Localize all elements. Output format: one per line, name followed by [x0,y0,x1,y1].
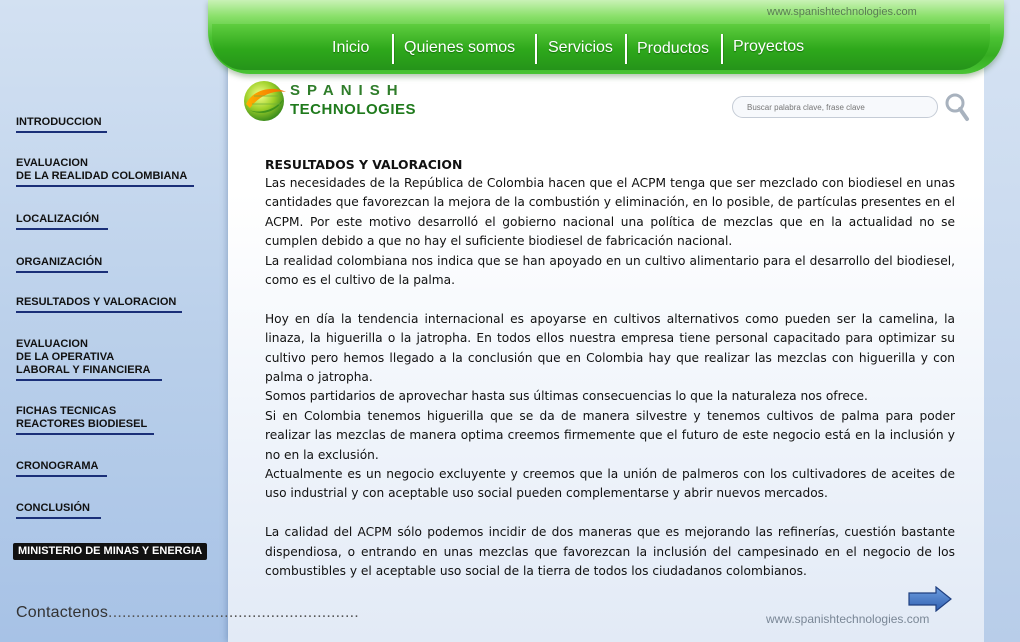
sidebar-item-resultados[interactable] [16,296,182,313]
sidebar-item-cronograma[interactable] [16,460,107,477]
paragraph-gap [265,290,955,309]
next-arrow-icon[interactable] [908,586,952,612]
underline [16,311,182,313]
underline [16,517,101,519]
menu-separator [535,34,537,64]
article-paragraph: Hoy en día la tendencia internacional es apoyarse en cultivos alternativos como pueden ser la camelina, la linaza, la higuerilla o la jatropha. En todos ellos nuestra empresa tiene personal capacitado para optimizar su cultivo pero hemos llegado a la conclusión que en Colombia hay que realizar las mezclas con higuerilla y con palma o jatropha. [265,311,955,385]
sidebar-item-label: CRONOGRAMA [16,460,99,472]
sidebar-item-evaluacion-realidad[interactable] [16,157,194,187]
underline [16,185,194,187]
underline [16,271,108,273]
sidebar-item-localizacion[interactable] [16,213,108,230]
sidebar-item-label: ORGANIZACIÓN [16,256,103,268]
sidebar-item-conclusion[interactable] [16,502,101,519]
logo-text-spanish: SPANISH [290,82,405,99]
underline [16,475,107,477]
logo-text-technologies: TECHNOLOGIES [290,101,417,118]
sidebar-item-label: FICHAS TECNICAS REACTORES BIODIESEL [16,405,148,430]
sidebar-item-label: LOCALIZACIÓN [16,213,100,225]
underline [16,433,154,435]
search-icon[interactable] [944,92,970,122]
menu-proyectos[interactable]: Proyectos [733,38,805,55]
sidebar-item-label: CONCLUSIÓN [16,502,90,514]
footer-site-url: www.spanishtechnologies.com [766,612,930,626]
menu-quienes-somos[interactable]: Quienes somos [404,39,516,56]
menu-separator [392,34,394,64]
article-paragraph: Las necesidades de la República de Colombia hacen que el ACPM tenga que ser mezclado con biodiesel en unas cantidades que favorezcan la mejora de la combustión y eliminación, en lo posible, de partículas presentes en el ACPM. Por este motivo desarrolló el gobierno nacional una política de mezclas que en la actualidad no se cumplen debido a que no hay el suficiente biodiesel de fabricación nacional. [265,176,955,249]
menu-servicios[interactable]: Servicios [548,39,613,56]
article-paragraph: Actualmente es un negocio excluyente y creemos que la unión de palmeros con los cultivadores de aceites de uso industrial y con aceptable uso social pueden complementarse y abrir nuevos mercados. [265,467,955,501]
sidebar-item-ministerio[interactable] [13,543,207,560]
sidebar-item-introduccion[interactable] [16,116,107,133]
menu-inicio[interactable]: Inicio [332,39,370,56]
sidebar-item-label: RESULTADOS Y VALORACION [16,296,177,308]
header-site-url: www.spanishtechnologies.com [767,6,917,18]
article-title: RESULTADOS Y VALORACION [265,157,463,172]
article-paragraph: Si en Colombia tenemos higuerilla que se da de manera silvestre y tenemos cultivos de palma para poder realizar las mezclas de manera optima creemos firmemente que el futuro de este negocio está en la inclusión y no en la exclusión. [265,408,955,462]
contact-link[interactable] [16,604,359,622]
underline [16,379,162,381]
menu-separator [625,34,627,64]
sidebar-item-label: EVALUACION DE LA OPERATIVA LABORAL Y FINANCIERA [16,338,151,376]
sidebar-item-label: MINISTERIO DE MINAS Y ENERGIA [18,545,203,557]
right-margin [984,0,1020,642]
search-input[interactable] [732,96,938,118]
sidebar-item-organizacion[interactable] [16,256,108,273]
sidebar-item-evaluacion-operativa[interactable] [16,338,162,381]
underline [16,228,108,230]
article-paragraph: Somos partidarios de aprovechar hasta sus últimas consecuencias lo que la naturaleza nos ofrece. [265,389,868,404]
contact-label: Contactenos [16,604,109,621]
article-paragraph: La calidad del ACPM sólo podemos incidir de dos maneras que es mejorando las refinerías, cuestión bastante dispendiosa, o entrando en unas mezclas que favorezcan la inclusión del campesinado en el negocio de los combustibles y el aceptable uso social de la tierra de todos los ciudadanos colombianos. [265,525,955,579]
paragraph-gap [265,504,955,523]
menu-productos[interactable]: Productos [637,40,710,57]
article-paragraph: La realidad colombiana nos indica que se han apoyado en un cultivo alimentario para el desarrollo del biodiesel, como es el cultivo de la palma. [265,253,955,288]
contact-dots: ...................................................... [108,604,359,621]
menu-separator [721,34,723,64]
article [265,155,955,582]
underline [16,131,107,133]
sidebar-item-label: EVALUACION DE LA REALIDAD COLOMBIANA [16,157,188,182]
sidebar-item-fichas-tecnicas[interactable] [16,405,154,435]
sidebar-item-label: INTRODUCCION [16,116,102,128]
